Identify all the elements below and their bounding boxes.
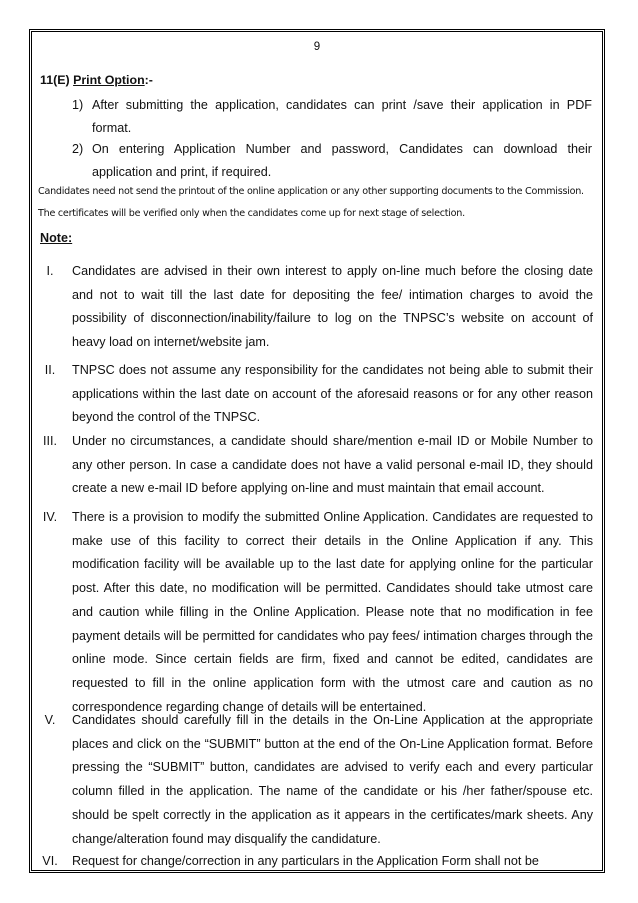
note-number: VI. [42,854,58,868]
note-heading: Note: [40,231,73,245]
document-page [29,29,605,873]
note-number: V. [44,713,56,727]
section-title-text: Print Option [73,73,145,87]
note-text: TNPSC does not assume any responsibility for the candidates not being able to submit their applications within the last date on account of the aforesaid reasons or for any other reason beyond the control of the TNPSC. [72,363,593,425]
note-text: Candidates should carefully fill in the details in the On-Line Application at the appropriate places and click on the “SUBMIT” button at the end of the On-Line Application format. Before pressing the “SUBMIT” button, candidates are advised to verify each and every particular column filled in the application. The name of the candidate or his /her father/spouse etc. should be spelt correctly in the application as it appears in the certificates/mark sheets. Any change/alteration found may disqualify the candidature. [72,713,593,846]
note-text: Candidates are advised in their own interest to apply on-line much before the closing date and not to wait till the last date for depositing the fee/ intimation charges to avoid the possibility of disconnection/inability/failure to log on the TNPSC’s website on account of heavy load on internet/website jam. [72,264,593,350]
note-number: II. [44,363,56,377]
note-number: IV. [42,510,58,524]
section-prefix: 11(E) [40,73,74,87]
note-number: III. [43,434,57,448]
note-text: Request for change/correction in any particulars in the Application Form shall not be [72,854,539,868]
print-option-1 [72,94,592,140]
printout-note: Candidates need not send the printout of the online application or any other supporting documents to the Commission. The certificates will be verified only when the candidates come up for next stage of selection. [38,186,584,219]
note-number: I. [46,264,54,278]
option-number: 2) [72,142,84,156]
section-suffix: :- [144,73,153,87]
option-number: 1) [72,98,84,112]
note-text: Under no circumstances, a candidate should share/mention e-mail ID or Mobile Number to any other person. In case a candidate does not have a valid personal e-mail ID, they should create a new e-mail ID before applying on-line and must maintain that email account. [72,434,593,496]
note-text: There is a provision to modify the submitted Online Application. Candidates are requested to make use of this facility to correct their details in the Online Application if any. This modification facility will be available up to the last date for applying online for the particular post. After this date, no modification will be permitted. Candidates should take utmost care and caution while filling in the Online Application. Please note that no modification in fee payment details will be permitted for candidates who pay fees/ intimation charges through the online mode. Since certain fields are firm, fixed and cannot be edited, candidates are requested to fill in the online application form with the utmost care and caution as no correspondence regarding change of details will be entertained. [72,510,593,714]
page-number: 9 [313,41,321,53]
option-text: After submitting the application, candidates can print /save their application in PDF format. [92,98,592,135]
section-title [40,73,153,87]
option-text: On entering Application Number and password, Candidates can download their application and print, if required. [92,142,592,179]
print-option-2 [72,138,592,184]
